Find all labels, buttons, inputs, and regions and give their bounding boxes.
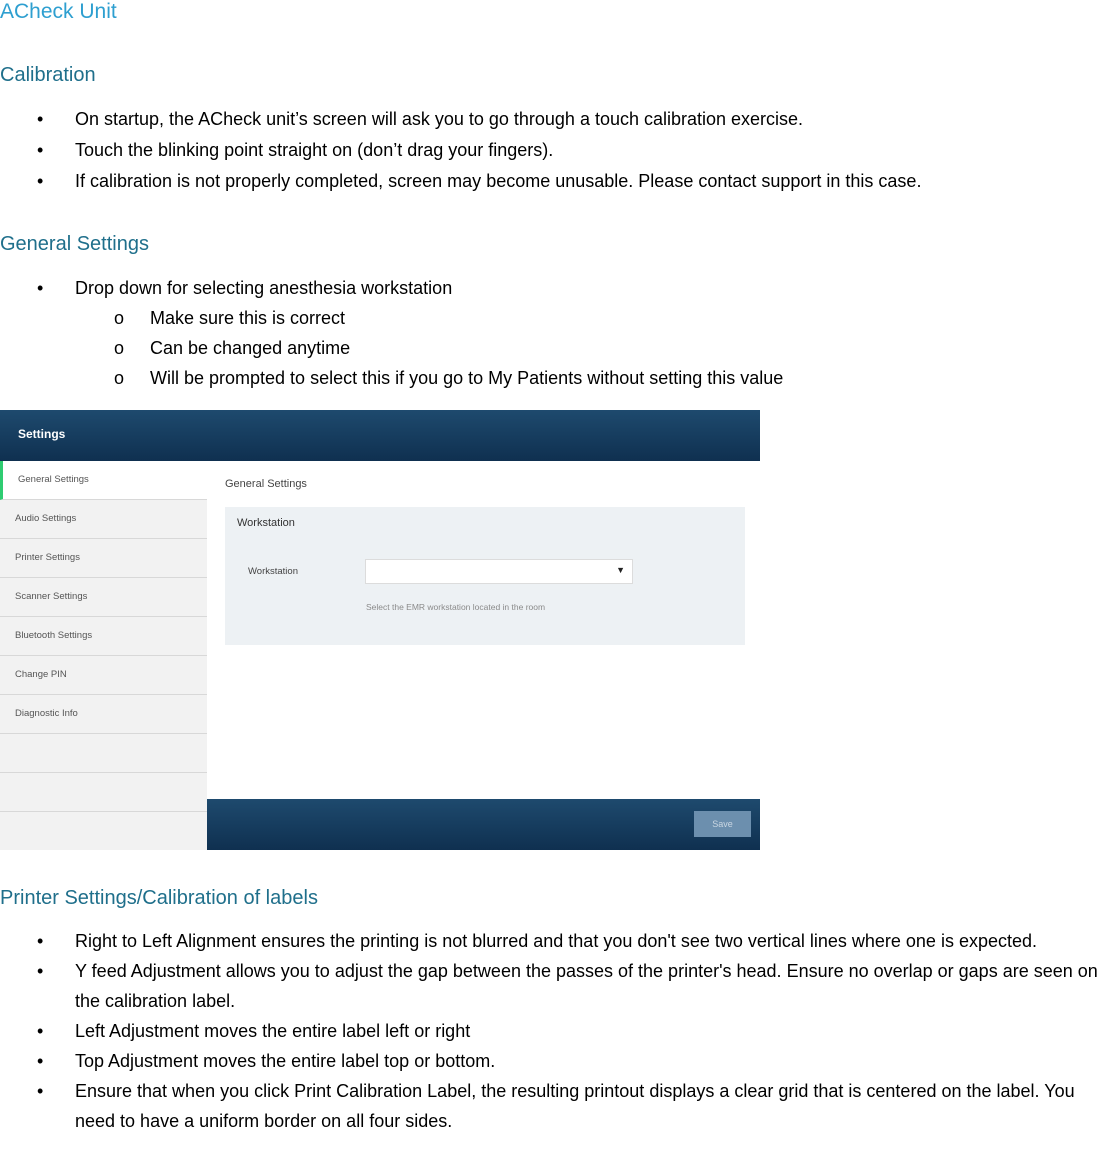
workstation-label: Workstation xyxy=(248,566,298,577)
printer-list xyxy=(0,926,1114,1136)
workstation-select[interactable] xyxy=(365,559,633,584)
sidebar-item-label: Bluetooth Settings xyxy=(15,630,93,641)
sidebar-empty-row xyxy=(0,773,207,812)
sidebar-item-label: General Settings xyxy=(18,474,89,485)
save-button[interactable]: Save xyxy=(694,811,751,837)
sidebar-item-label: Audio Settings xyxy=(15,513,77,524)
calibration-list xyxy=(0,104,1114,197)
settings-footer-bar xyxy=(207,799,760,850)
list-item: • On startup, the ACheck unit’s screen will ask you to go through a touch calibration exercise. xyxy=(0,104,1114,135)
sidebar-item-label: Diagnostic Info xyxy=(15,708,78,719)
settings-header-bar xyxy=(0,410,760,461)
list-item: • If calibration is not properly completed, screen may become unusable. Please contact support in this case. xyxy=(0,166,1114,197)
settings-screenshot xyxy=(0,410,760,850)
sidebar-item-change-pin[interactable] xyxy=(0,656,207,695)
list-item: • Touch the blinking point straight on (don’t drag your fingers). xyxy=(0,135,1114,166)
sidebar-item-printer-settings[interactable] xyxy=(0,539,207,578)
panel-title: Workstation xyxy=(237,517,295,529)
list-item: • Y feed Adjustment allows you to adjust the gap between the passes of the printer's head. Ensure no overlap or gaps are seen on the calibration label. xyxy=(0,956,1114,1016)
sidebar-item-bluetooth-settings[interactable] xyxy=(0,617,207,656)
workstation-help-text: Select the EMR workstation located in the room xyxy=(366,602,546,612)
sidebar-item-diagnostic-info[interactable] xyxy=(0,695,207,734)
sidebar-item-label: Change PIN xyxy=(15,669,67,680)
general-settings-heading: General Settings xyxy=(0,233,149,255)
sidebar-item-label: Scanner Settings xyxy=(15,591,88,602)
calibration-heading: Calibration xyxy=(0,64,96,86)
settings-title: Settings xyxy=(18,427,66,441)
list-item: • Left Adjustment moves the entire label left or right xyxy=(0,1016,1114,1046)
list-item: • Top Adjustment moves the entire label top or bottom. xyxy=(0,1046,1114,1076)
sidebar-item-scanner-settings[interactable] xyxy=(0,578,207,617)
sidebar-item-label: Printer Settings xyxy=(15,552,80,563)
list-item: • Ensure that when you click Print Calibration Label, the resulting printout displays a clear grid that is centered on the label. You need to have a uniform border on all four sides. xyxy=(0,1076,1114,1136)
sidebar-item-general-settings[interactable] xyxy=(0,461,207,500)
general-sublist xyxy=(0,303,1114,393)
sidebar-item-audio-settings[interactable] xyxy=(0,500,207,539)
sub-list-item: o Will be prompted to select this if you go to My Patients without setting this value xyxy=(0,363,1114,393)
sub-list-item: o Can be changed anytime xyxy=(0,333,1114,363)
sidebar-empty-row xyxy=(0,734,207,773)
sub-list-item: o Make sure this is correct xyxy=(0,303,1114,333)
printer-settings-heading: Printer Settings/Calibration of labels xyxy=(0,887,318,909)
workstation-panel xyxy=(225,507,745,645)
caret-down-icon: ▼ xyxy=(616,565,625,575)
general-list xyxy=(0,273,1114,304)
settings-sidebar xyxy=(0,461,207,850)
main-title: General Settings xyxy=(225,478,307,490)
list-item: • Drop down for selecting anesthesia workstation xyxy=(0,273,1114,304)
document-title: ACheck Unit xyxy=(0,0,117,23)
sidebar-empty-row xyxy=(0,812,207,850)
list-item: • Right to Left Alignment ensures the printing is not blurred and that you don't see two vertical lines where one is expected. xyxy=(0,926,1114,956)
